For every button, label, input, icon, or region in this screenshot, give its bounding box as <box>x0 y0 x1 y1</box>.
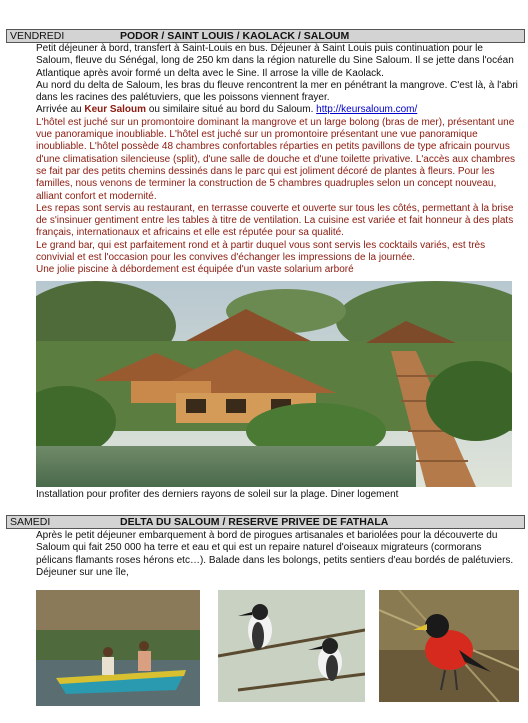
hotel-paragraph: Les repas sont servis au restaurant, en terrasse couverte et ouverte sur tous les côtés, permettant à la brise de s'insinuer gentiment entre les tables à titre de ventilation. La cuisine est variée et fait honneur à des plats français, internationaux et africains et elle est réputée pour sa qualité. <box>36 202 514 239</box>
hotel-description <box>36 117 520 277</box>
pirogue-photo-image <box>36 590 200 706</box>
day2-paragraph: Après le petit déjeuner embarquement à bord de pirogues artisanales et bariolées pour la découverte du Saloum qui fait 250 000 ha terre et eau et qui est un repaire naturel d'oiseaux migrateurs (cormorans pélicans flamants roses hérons etc…). Balade dans les bolongs, petits sentiers d'eau bordés de palétuviers. Déjeuner sur une île, <box>36 530 514 578</box>
route-title: DELTA DU SALOUM / RESERVE PRIVEE DE FATHALA <box>120 516 389 528</box>
kingfisher-photo-image <box>218 590 365 702</box>
intro-paragraph: Petit déjeuner à bord, transfert à Saint-Louis en bus. Déjeuner à Saint Louis puis continuation pour le Saloum, fleuve du Sénégal, long de 250 km dans la région naturelle du Sine Saloum. Il se jette dans l'océan Atlantique après avoir formé un delta avec le Sine. Il arrose la ville de Kaolack. <box>36 43 514 79</box>
pirogue-photo <box>36 590 200 706</box>
day-header-friday <box>6 29 525 43</box>
hotel-paragraph: L'hôtel est juché sur un promontoire dominant la mangrove et un large bolong (bras de mer), présentant une vue panoramique inoubliable. L'hôtel est juché sur un promontoire présentant une vue panoramique inoubliable. L'hôtel possède 48 chambres confortables réparties en petits pavillons de type africain pourvus d'une climatisation silencieuse (split), d'une salle de douche et d'une toilette privative. L'accès aux chambres se fait par des petits chemins dessinés dans le parc qui est joliment décoré de plantes à fleurs. Pour les familles, nous venons de terminer la construction de 5 chambres quadruples selon un concept nouveau, alliant confort et modernité. <box>36 116 516 202</box>
red-bird-photo-image <box>379 590 519 702</box>
day-header-saturday <box>6 515 525 529</box>
hotel-photo-image <box>36 281 512 487</box>
hotel-website-link[interactable]: http://keursaloum.com/ <box>316 104 418 116</box>
day1-description <box>36 43 520 277</box>
hotel-name: Keur Saloum <box>84 104 147 116</box>
hotel-paragraph: Une jolie piscine à débordement est équipée d'un vaste solarium arboré <box>36 264 354 276</box>
day-label: SAMEDI <box>10 516 51 528</box>
day1-closing <box>36 489 520 501</box>
kingfisher-photo <box>218 590 365 702</box>
closing-text: Installation pour profiter des derniers rayons de soleil sur la plage. Diner logement <box>36 489 399 500</box>
red-bird-photo <box>379 590 519 702</box>
hotel-paragraph: Le grand bar, qui est parfaitement rond et à partir duquel vous sont servis les cocktails variés, est très convivial et est l'occasion pour les convives d'échanger les impressions de la journée. <box>36 239 486 264</box>
day2-description <box>36 530 520 579</box>
day-label: VENDREDI <box>10 30 65 42</box>
arrival-suffix: ou similaire situé au bord du Saloum. <box>146 104 317 116</box>
route-title: PODOR / SAINT LOUIS / KAOLACK / SALOUM <box>120 30 350 42</box>
arrival-prefix: Arrivée au <box>36 104 85 116</box>
intro-paragraph: Au nord du delta de Saloum, les bras du fleuve rencontrent la mer en pénétrant la mangrove. C'est là, à l'abri dans les racines des palétuviers, que les poissons viennent frayer. <box>36 79 518 104</box>
arrival-line <box>36 104 520 116</box>
hotel-photo <box>36 281 512 487</box>
